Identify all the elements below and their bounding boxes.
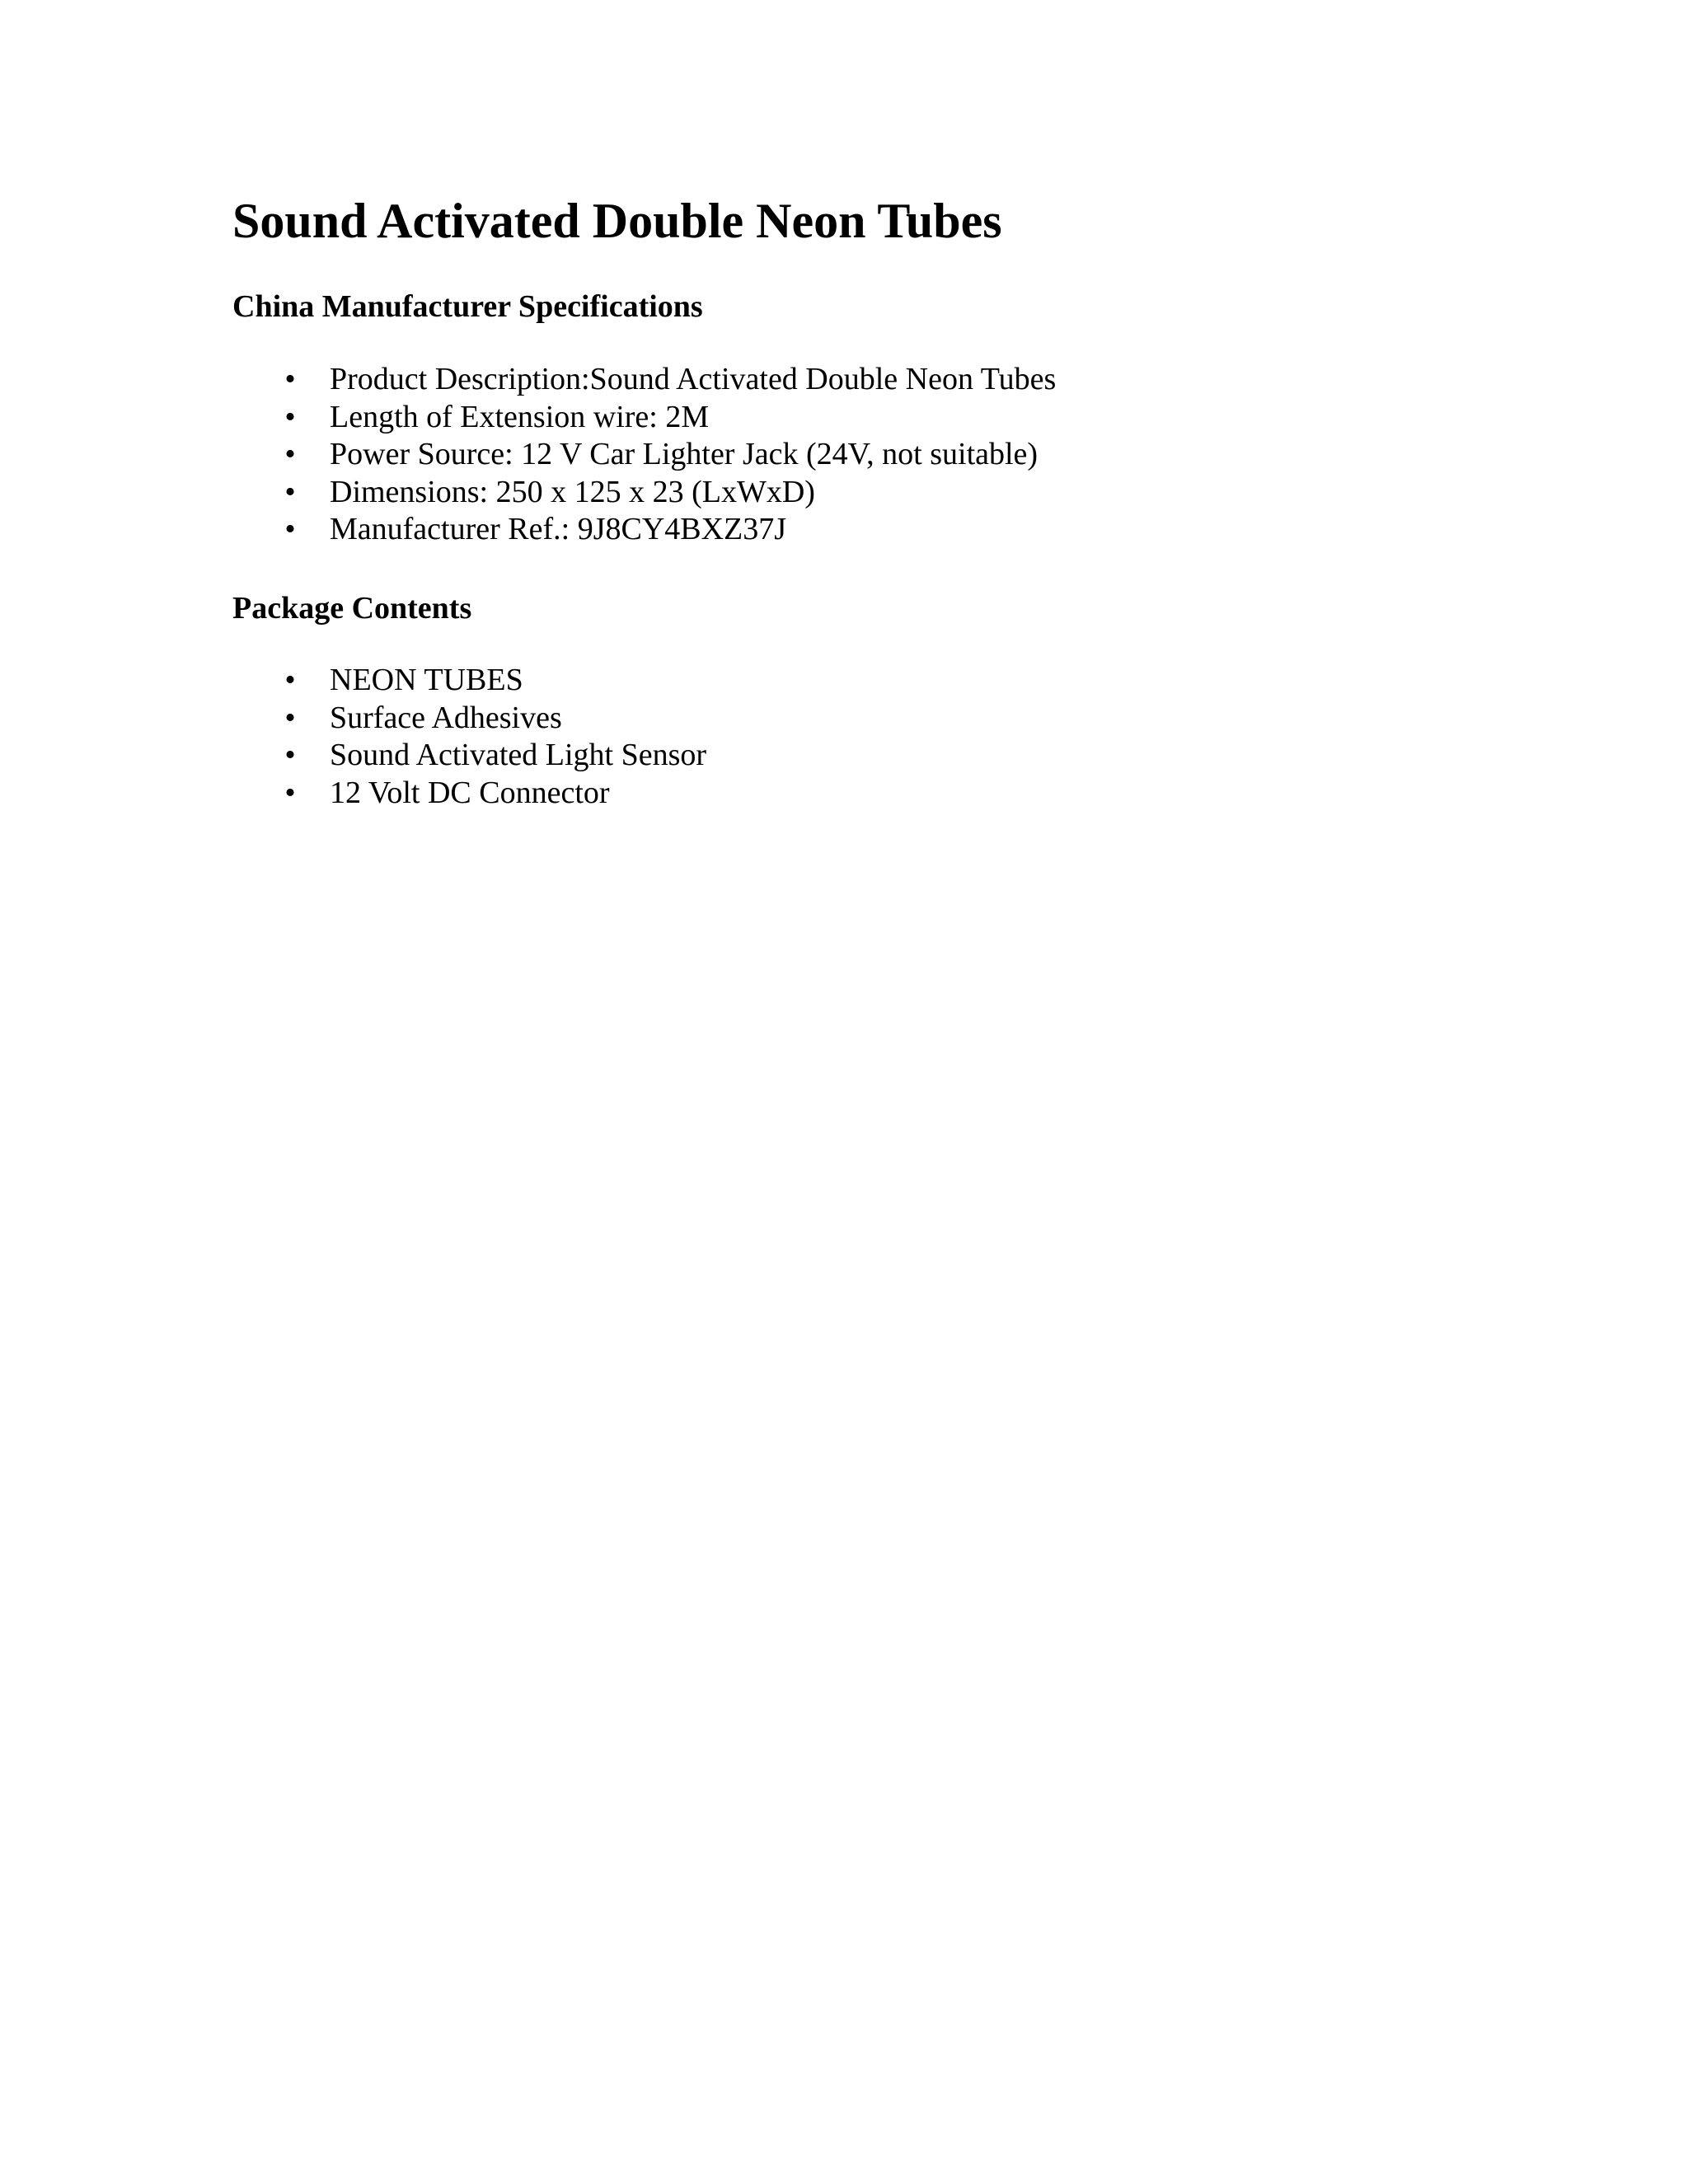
list-item-text: Manufacturer Ref.: 9J8CY4BXZ37J <box>330 512 787 546</box>
package-contents-heading: Package Contents <box>232 591 472 626</box>
package-contents-list <box>232 662 706 812</box>
list-item <box>232 399 1056 437</box>
list-item-text: Surface Adhesives <box>330 700 562 735</box>
list-item-text: Sound Activated Light Sensor <box>330 738 707 772</box>
list-item-text: Power Source: 12 V Car Lighter Jack (24V, not suitable) <box>330 437 1039 471</box>
list-item-text: Length of Extension wire: 2M <box>330 399 710 434</box>
bullet-icon: • <box>284 738 296 772</box>
specifications-heading: China Manufacturer Specifications <box>232 289 703 324</box>
page-title: Sound Activated Double Neon Tubes <box>232 194 1002 248</box>
bullet-icon: • <box>284 474 296 509</box>
list-item <box>232 775 706 813</box>
list-item-text: 12 Volt DC Connector <box>330 775 610 810</box>
list-item-text: Dimensions: 250 x 125 x 23 (LxWxD) <box>330 474 815 509</box>
list-item <box>232 700 706 738</box>
bullet-icon: • <box>284 663 296 697</box>
list-item <box>232 436 1056 474</box>
list-item <box>232 361 1056 399</box>
list-item-text: NEON TUBES <box>330 663 523 697</box>
bullet-icon: • <box>284 700 296 735</box>
list-item <box>232 511 1056 549</box>
bullet-icon: • <box>284 775 296 810</box>
bullet-icon: • <box>284 512 296 546</box>
bullet-icon: • <box>284 399 296 434</box>
list-item <box>232 737 706 775</box>
list-item-text: Product Description:Sound Activated Double Neon Tubes <box>330 362 1057 396</box>
list-item <box>232 474 1056 512</box>
bullet-icon: • <box>284 362 296 396</box>
bullet-icon: • <box>284 437 296 471</box>
specifications-list <box>232 361 1056 549</box>
list-item <box>232 662 706 700</box>
